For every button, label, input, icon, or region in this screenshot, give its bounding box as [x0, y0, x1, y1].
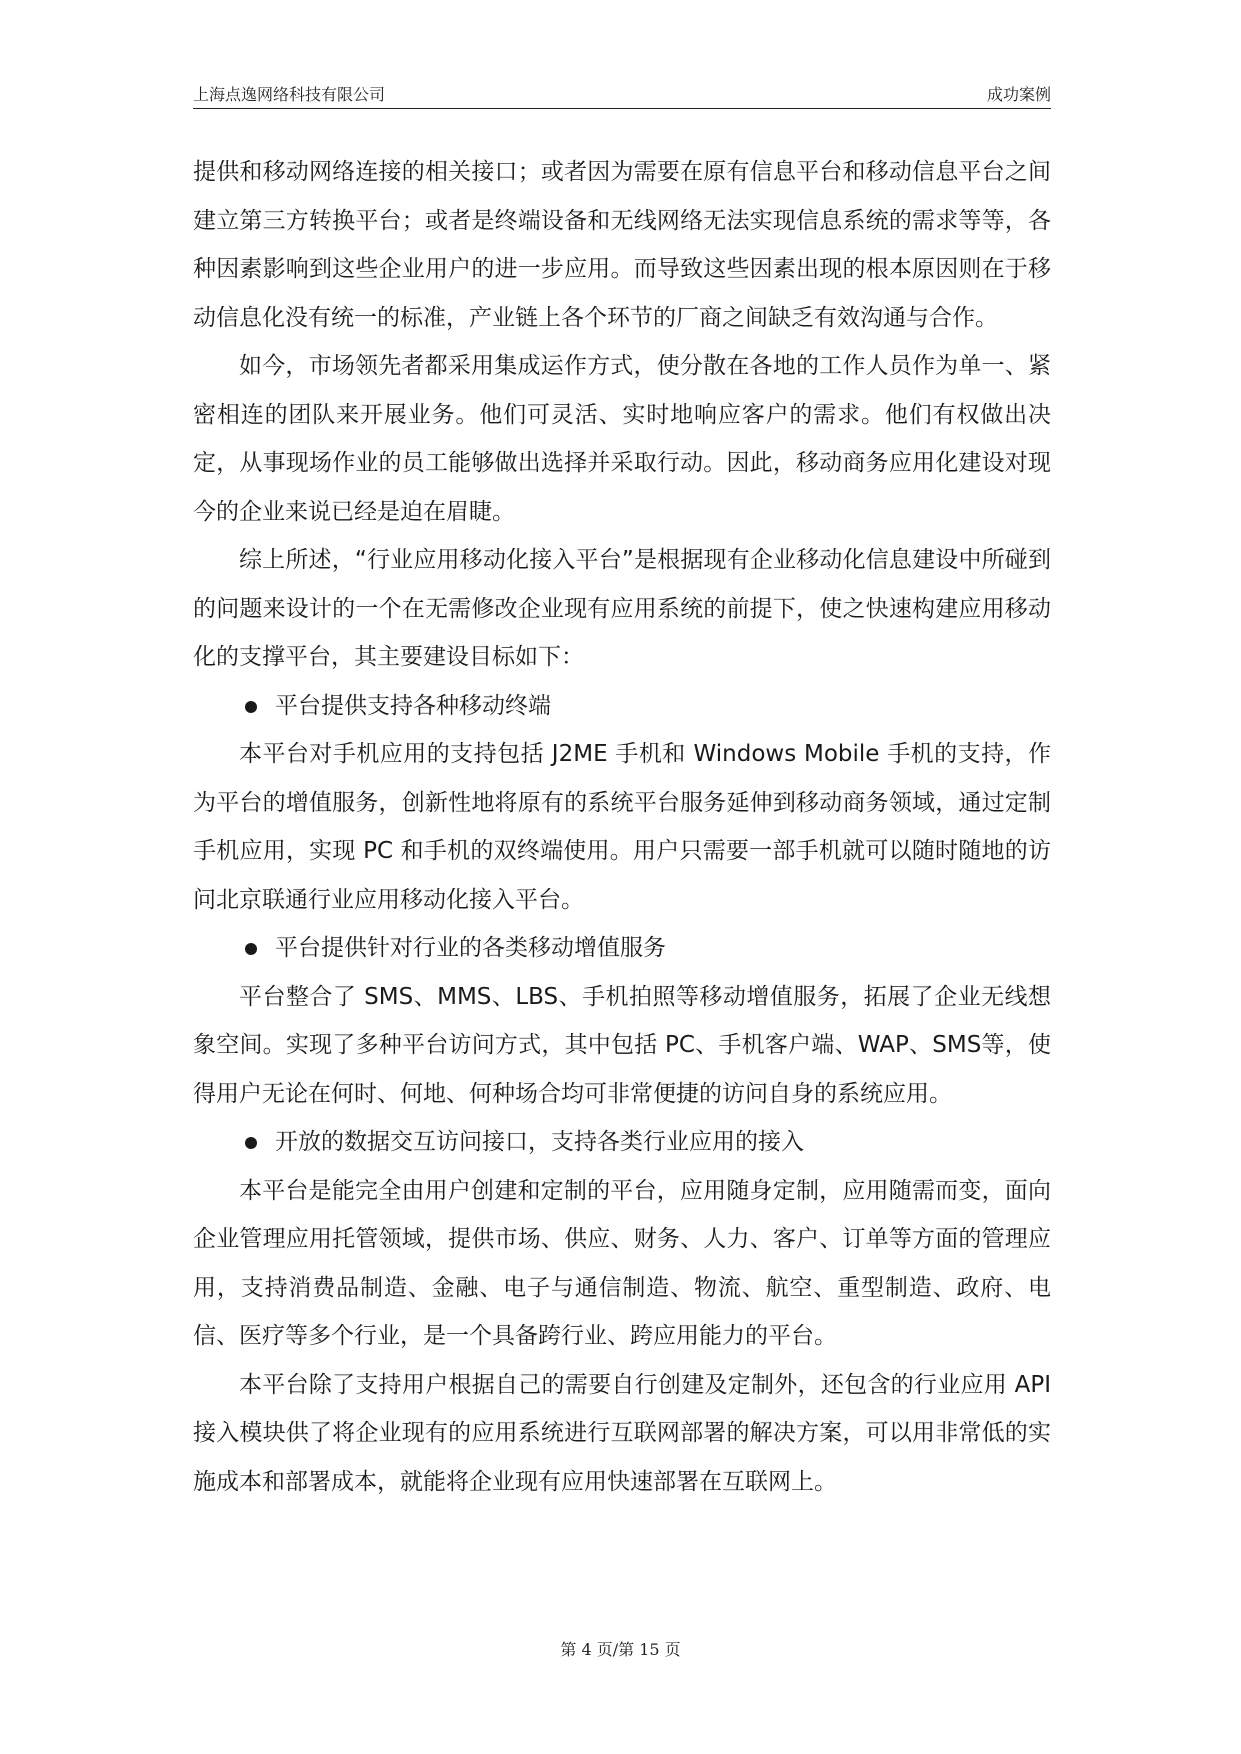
bullet-item [193, 682, 1051, 731]
header-company-name: 上海点逸网络科技有限公司 [193, 85, 386, 104]
bullet-dot-icon [245, 943, 257, 955]
paragraph: 综上所述，“行业应用移动化接入平台”是根据现有企业移动化信息建设中所碰到的问题来设计的一个在无需修改企业现有应用系统的前提下，使之快速构建应用移动化的支撑平台，其主要建设目标如下： [193, 547, 1051, 670]
page-header [193, 78, 1051, 109]
bullet-dot-icon [245, 1137, 257, 1149]
paragraph: 本平台是能完全由用户创建和定制的平台，应用随身定制，应用随需而变，面向企业管理应用托管领域，提供市场、供应、财务、人力、客户、订单等方面的管理应用，支持消费品制造、金融、电子与通信制造、物流、航空、重型制造、政府、电信、医疗等多个行业，是一个具备跨行业、跨应用能力的平台。 [193, 1177, 1051, 1349]
bullet-item-text: 平台提供支持各种移动终端 [275, 692, 551, 719]
paragraph: 如今，市场领先者都采用集成运作方式，使分散在各地的工作人员作为单一、紧密相连的团队来开展业务。他们可灵活、实时地响应客户的需求。他们有权做出决定，从事现场作业的员工能够做出选择并采取行动。因此，移动商务应用化建设对现今的企业来说已经是迫在眉睫。 [193, 353, 1051, 525]
paragraph-continuation: 提供和移动网络连接的相关接口；或者因为需要在原有信息平台和移动信息平台之间建立第三方转换平台；或者是终端设备和无线网络无法实现信息系统的需求等等，各种因素影响到这些企业用户的进一步应用。而导致这些因素出现的根本原因则在于移动信息化没有统一的标准，产业链上各个环节的厂商之间缺乏有效沟通与合作。 [193, 159, 1051, 331]
paragraph: 平台整合了 SMS、MMS、LBS、手机拍照等移动增值服务，拓展了企业无线想象空间。实现了多种平台访问方式，其中包括 PC、手机客户端、WAP、SMS等，使得用户无论在何时、何地、何种场合均可非常便捷的访问自身的系统应用。 [193, 983, 1051, 1107]
bullet-item-text: 平台提供针对行业的各类移动增值服务 [275, 935, 666, 961]
bullet-item [193, 924, 1051, 973]
bullet-item-text: 开放的数据交互访问接口，支持各类行业应用的接入 [275, 1129, 804, 1155]
bullet-dot-icon [245, 701, 257, 713]
paragraph: 本平台除了支持用户根据自己的需要自行创建及定制外，还包含的行业应用 API 接入模块供了将企业现有的应用系统进行互联网部署的解决方案，可以用非常低的实施成本和部署成本，就能将企业现有应用快速部署在互联网上。 [193, 1371, 1051, 1495]
page-number: 第 4 页/第 15 页 [560, 1640, 681, 1659]
paragraph: 本平台对手机应用的支持包括 J2ME 手机和 Windows Mobile 手机的支持，作为平台的增值服务，创新性地将原有的系统平台服务延伸到移动商务领域，通过定制手机应用，实现 PC 和手机的双终端使用。用户只需要一部手机就可以随时随地的访问北京联通行业应用移动化接入平台。 [193, 741, 1051, 913]
document-body [193, 148, 1051, 1506]
bullet-item [193, 1118, 1051, 1167]
header-section-title: 成功案例 [986, 85, 1051, 104]
